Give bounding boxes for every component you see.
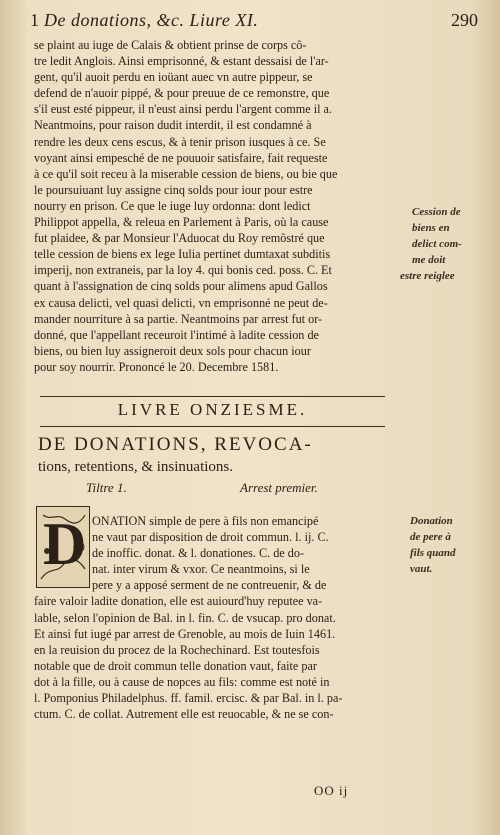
margin-note: Cession de <box>412 206 461 218</box>
text-line: tre ledit Anglois. Ainsi emprisonné, & estant dessaisi de l'ar- <box>34 54 329 69</box>
text-line: telle cession de biens ex lege Iulia pertinet dumtaxat subditis <box>34 247 331 262</box>
text-line: nourry en prison. Ce que le iuge luy ordonna: dont ledict <box>34 198 311 213</box>
text-line: ctum. C. de collat. Autrement elle est reuocable, & ne se con- <box>34 707 334 722</box>
text-line: en la reuision du procez de la Rochechinard. Est toutesfois <box>34 642 320 657</box>
text-line: biens, ou bien luy assigneroit deux sols pour chacun iour <box>34 343 311 358</box>
title-number: Tiltre 1. <box>86 480 127 495</box>
text-line: imperij, non extraneis, par la loy 4. qui bonis ced. poss. C. Et <box>34 263 332 278</box>
book-heading: LIVRE ONZIESME. <box>117 400 308 419</box>
text-line: nat. inter virum & vxor. Ce neantmoins, si le <box>92 562 310 577</box>
text-line: Philippot appella, & releua en Parlement à Paris, où la cause <box>34 215 329 230</box>
rule-bottom <box>40 426 385 427</box>
text-block-bottom <box>34 513 386 722</box>
text-line: ne vaut par disposition de droit commun. l. ij. C. <box>92 530 329 545</box>
signature-mark: OO ij <box>314 783 349 798</box>
margin-note: delict com- <box>412 238 462 250</box>
dropcap-letter: D <box>43 511 87 577</box>
text-line: Et ainsi fut iugé par arrest de Grenoble, au mois de Iuin 1461. <box>34 626 336 641</box>
margin-note: fils quand <box>410 547 456 559</box>
header-ref: 1 <box>30 10 39 30</box>
text-line: de inoffic. donat. & l. donationes. C. de do- <box>92 546 305 561</box>
margin-note: vaut. <box>410 563 433 575</box>
section-subheading: tions, retentions, & insinuations. <box>38 459 233 475</box>
arrest-label: Arrest premier. <box>240 480 318 495</box>
text-line: le poursuiuant luy assigne cinq solds pour iour pour estre <box>34 182 313 197</box>
running-header <box>30 8 478 34</box>
text-line: mander nourriture à sa partie. Neantmoins par arrest fut or- <box>34 311 323 326</box>
text-line: gent, qu'il auoit perdu en ioüant auec vn autre pippeur, se <box>34 70 313 85</box>
text-line: notable que de droit commun telle donation vaut, faite par <box>34 658 317 673</box>
margin-note: Donation <box>410 515 453 527</box>
text-line: lable, selon l'opinion de Bal. in l. fin. C. de vsucap. pro donat. <box>34 610 336 625</box>
text-line: rendre les deux cens escus, & à tenir prison iusques à ce. Se <box>34 134 326 149</box>
text-line: dot à la fille, ou à cause de nopces au fils: comme est noté in <box>34 674 330 689</box>
text-line: se plaint au iuge de Calais & obtient prinse de corps cô- <box>34 38 307 52</box>
text-line: l. Pomponius Philadelphus. ff. famil. ercisc. & par Bal. in l. pa- <box>34 691 343 706</box>
text-line: voyant ainsi empesché de ne pouuoir satisfaire, fait requeste <box>34 150 328 165</box>
margin-note: de pere à <box>410 531 451 543</box>
text-line: ex causa delicti, vel quasi delicti, vn emprisonné ne peut de- <box>34 295 328 310</box>
margin-note: biens en <box>412 222 450 234</box>
margin-note: estre reiglee <box>400 270 455 282</box>
page-number: 290 <box>451 10 478 30</box>
text-line: Neantmoins, pour raison dudit interdit, il est condamné à <box>34 118 312 133</box>
text-line: pere y a apposé serment de ne contreuenir, & de <box>92 578 327 593</box>
text-line: donné, que l'appellant receuroit l'intimé à ladite cession de <box>34 327 319 342</box>
text-block-top <box>34 37 386 375</box>
running-title: De donations, &c. Liure XI. <box>44 10 259 30</box>
rule-top <box>40 396 385 397</box>
text-line: ONATION simple de pere à fils non emancipé <box>92 514 319 528</box>
section-heading: DE DONATIONS, REVOCA- <box>38 434 313 455</box>
text-line: s'il eust esté pippeur, il n'eust ainsi perdu l'argent comme il a. <box>34 102 332 117</box>
margin-note: me doit <box>412 254 446 266</box>
text-line: faire valoir ladite donation, elle est auiourd'huy reputee va- <box>34 594 323 609</box>
text-line: quant à l'assignation de cinq solds pour alimens apud Gallos <box>34 279 328 294</box>
text-line: defend de n'auoir pippé, & pour preuue de ce remonstre, que <box>34 86 330 101</box>
text-line: à ce qu'il soit receu à la miserable cession de biens, ou bie que <box>34 166 338 181</box>
text-line: fut plaidee, & par Monsieur l'Aduocat du Roy remôstré que <box>34 231 325 246</box>
text-line: pour soy nourrir. Prononcé le 20. Decembre 1581. <box>34 359 279 374</box>
